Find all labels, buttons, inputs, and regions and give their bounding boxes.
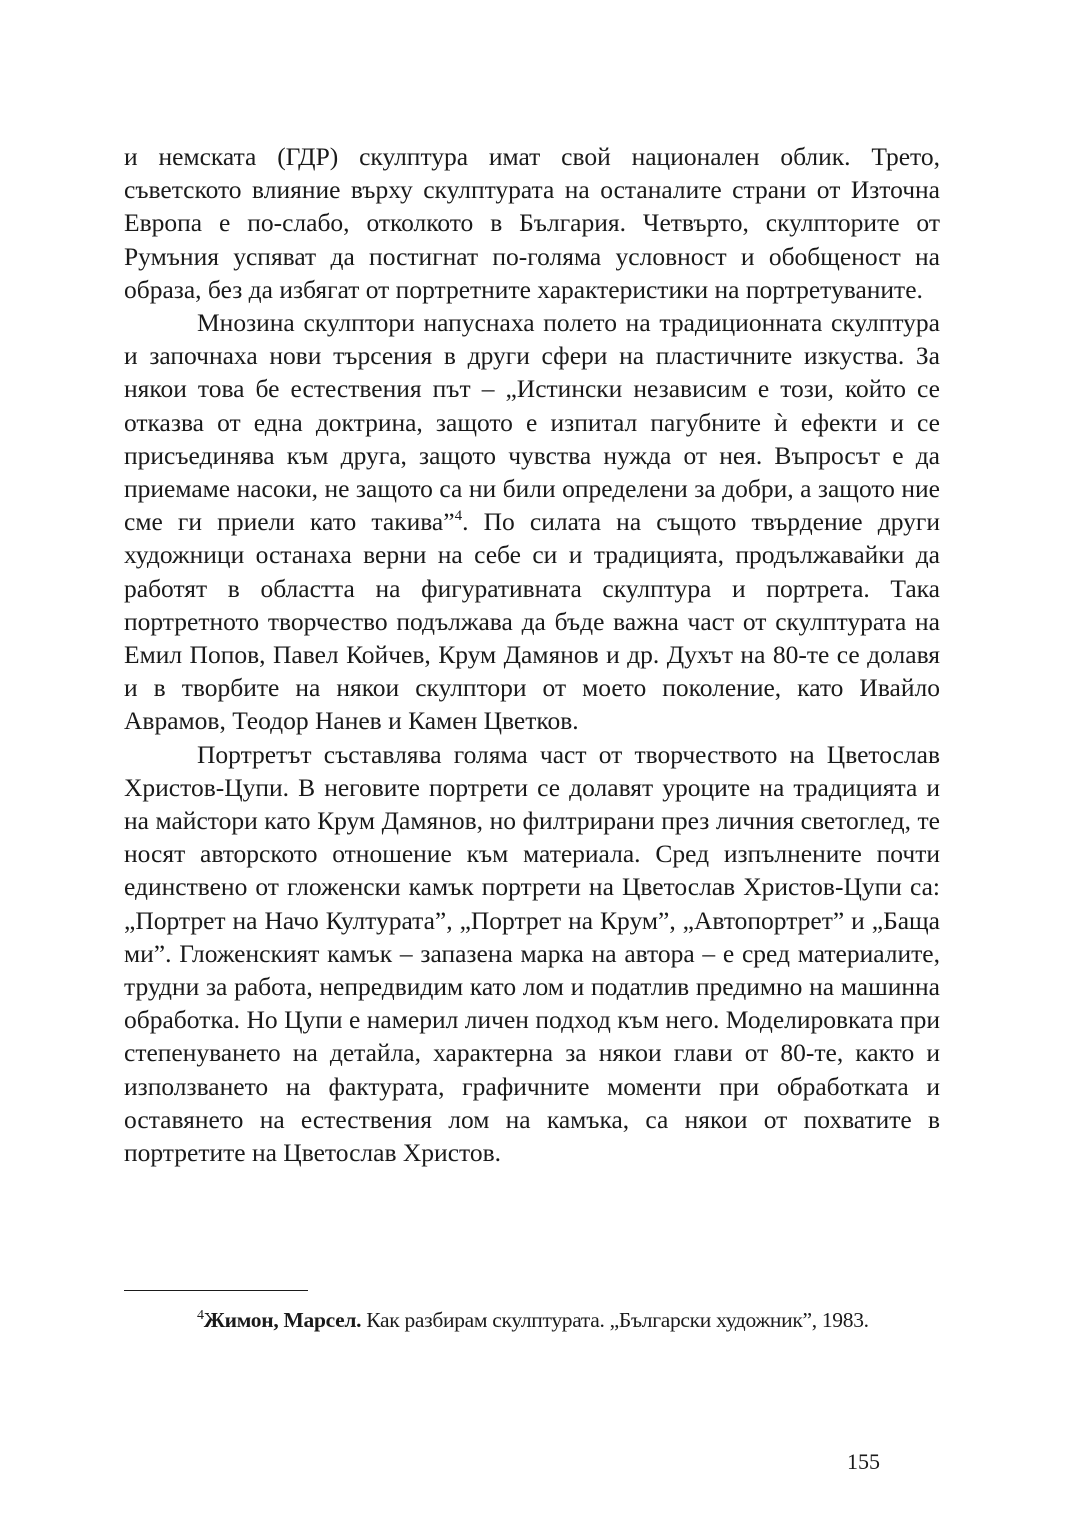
body-text [124,140,940,1169]
footnote-number: 4 [197,1308,204,1323]
footnote-divider [124,1290,308,1291]
paragraph-2-text-a: Мнозина скулптори напуснаха полето на традиционната скулптура и започнаха нови търсения в други сфери на пластичните изкуства. За някои това бе естествения път – „Истински независим е този, който се отказва от една доктрина, защото е изпитал пагубните ѝ ефекти и се присъединява към друга, защото чувства нужда от нея. Въпросът е да приемаме насоки, не защото са ни били определени за добри, а защото ние сме ги приели като такива” [124,308,940,537]
footnote-reference[interactable]: 4 [454,508,463,525]
footnote-text: Как разбирам скулптурата. „Български художник”, 1983. [361,1308,869,1332]
footnote [124,1304,940,1337]
paragraph-3: Портретът съставлява голяма част от творчеството на Цветослав Христов-Цупи. В неговите портрети се долавят уроците на традицията и на майстори като Крум Дамянов, но филтрирани през личния светоглед, те носят авторското отношение към материала. Сред изпълнените почти единствено от гложенски камък портрети на Цветослав Христов-Цупи са: „Портрет на Начо Културата”, „Портрет на Крум”, „Автопортрет” и „Баща ми”. Гложенският камък – запазена марка на автора – е сред материалите, трудни за работа, непредвидим като лом и податлив предимно на машинна обработка. Но Цупи е намерил личен подход към него. Моделировката при степенуването на детайла, характерна за някои глави от 80-те, както и използването на фактурата, графичните моменти при обработката и оставянето на естествения лом на камъка, са някои от похватите в портретите на Цветослав Христов. [124,739,940,1168]
page-number: 155 [847,1449,880,1474]
paragraph-1: и немската (ГДР) скулптура имат свой национален облик. Трето, съветското влияние върху скулптурата на останалите страни от Източна Европа е по-слабо, отколкото в България. Четвърто, скулпторите от Румъния успяват да постигнат по-голяма условност и обобщеност на образа, без да избягат от портретните характеристики на портретуваните. [124,142,940,304]
paragraph-2-text-b: . По силата на същото твърдение други художници останаха верни на себе си и традицията, продължавайки да работят в областта на фигуративната скулптура и портрета. Така портретното творчество подължава да бъде важна част от скулптурата на Емил Попов, Павел Койчев, Крум Дамянов и др. Духът на 80-те се долавя и в творбите на някои скулптори от моето поколение, като Ивайло Аврамов, Теодор Нанев и Камен Цветков. [124,507,940,736]
paragraph-2 [124,306,940,738]
footnote-author: Жимон, Марсел. [203,1308,362,1332]
